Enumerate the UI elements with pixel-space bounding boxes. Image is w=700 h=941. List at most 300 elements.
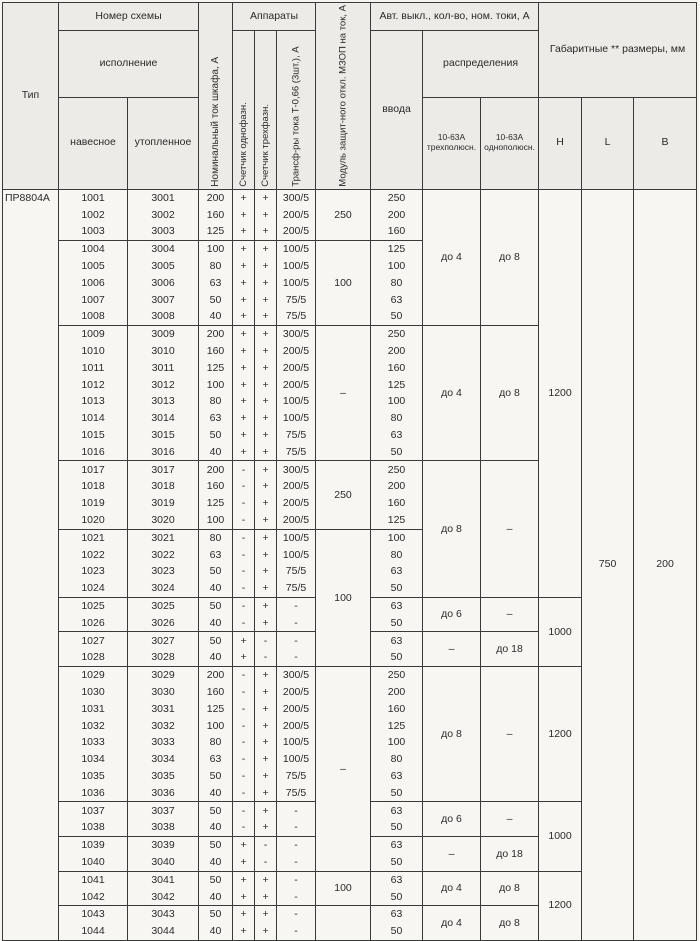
- header-distribution: распределения: [423, 31, 539, 98]
- meter-single-cell: -: [233, 461, 255, 478]
- scheme-wall-cell: 1020: [59, 512, 128, 529]
- input-breaker-cell: 80: [371, 410, 423, 427]
- single-pole-cell: –: [481, 802, 539, 837]
- meter-three-cell: +: [255, 241, 277, 258]
- transformer-cell: -: [277, 854, 316, 871]
- meter-single-cell: -: [233, 615, 255, 632]
- input-breaker-cell: 80: [371, 275, 423, 292]
- scheme-recessed-cell: 3007: [128, 291, 199, 308]
- nominal-current-cell: 40: [199, 580, 233, 597]
- nominal-current-cell: 50: [199, 563, 233, 580]
- transformer-cell: 100/5: [277, 529, 316, 546]
- input-breaker-cell: 50: [371, 615, 423, 632]
- scheme-wall-cell: 1037: [59, 802, 128, 819]
- three-pole-cell: до 8: [423, 461, 481, 597]
- meter-three-cell: +: [255, 768, 277, 785]
- header-nominal-current: Номинальный ток шкафа, А: [199, 3, 233, 190]
- height-cell: 1200: [539, 189, 582, 597]
- transformer-cell: -: [277, 836, 316, 853]
- input-breaker-cell: 200: [371, 684, 423, 701]
- nominal-current-cell: 63: [199, 410, 233, 427]
- scheme-wall-cell: 1033: [59, 734, 128, 751]
- input-breaker-cell: 80: [371, 751, 423, 768]
- scheme-wall-cell: 1026: [59, 615, 128, 632]
- three-pole-cell: до 6: [423, 597, 481, 632]
- nominal-current-cell: 40: [199, 854, 233, 871]
- nominal-current-cell: 200: [199, 461, 233, 478]
- meter-three-cell: +: [255, 478, 277, 495]
- transformer-cell: 75/5: [277, 308, 316, 325]
- input-breaker-cell: 63: [371, 597, 423, 614]
- transformer-cell: 75/5: [277, 444, 316, 461]
- meter-three-cell: +: [255, 785, 277, 802]
- transformer-cell: 200/5: [277, 223, 316, 240]
- single-pole-cell: до 8: [481, 871, 539, 906]
- three-pole-cell: –: [423, 836, 481, 871]
- scheme-wall-cell: 1009: [59, 326, 128, 343]
- input-breaker-cell: 50: [371, 785, 423, 802]
- scheme-wall-cell: 1025: [59, 597, 128, 614]
- nominal-current-cell: 50: [199, 802, 233, 819]
- meter-single-cell: +: [233, 206, 255, 223]
- input-breaker-cell: 125: [371, 717, 423, 734]
- scheme-wall-cell: 1041: [59, 871, 128, 888]
- meter-single-cell: +: [233, 906, 255, 923]
- nominal-current-cell: 50: [199, 427, 233, 444]
- scheme-recessed-cell: 3037: [128, 802, 199, 819]
- module-cell: 250: [316, 461, 371, 529]
- scheme-recessed-cell: 3009: [128, 326, 199, 343]
- meter-three-cell: +: [255, 223, 277, 240]
- transformer-cell: 200/5: [277, 478, 316, 495]
- meter-single-cell: +: [233, 376, 255, 393]
- meter-single-cell: +: [233, 343, 255, 360]
- scheme-recessed-cell: 3020: [128, 512, 199, 529]
- scheme-recessed-cell: 3003: [128, 223, 199, 240]
- height-cell: 1000: [539, 802, 582, 871]
- scheme-wall-cell: 1022: [59, 546, 128, 563]
- nominal-current-cell: 50: [199, 836, 233, 853]
- transformer-cell: -: [277, 802, 316, 819]
- meter-single-cell: -: [233, 495, 255, 512]
- meter-single-cell: +: [233, 836, 255, 853]
- scheme-wall-cell: 1040: [59, 854, 128, 871]
- nominal-current-cell: 63: [199, 546, 233, 563]
- scheme-wall-cell: 1015: [59, 427, 128, 444]
- scheme-recessed-cell: 3008: [128, 308, 199, 325]
- scheme-wall-cell: 1014: [59, 410, 128, 427]
- transformer-cell: 200/5: [277, 684, 316, 701]
- scheme-wall-cell: 1031: [59, 701, 128, 718]
- meter-single-cell: -: [233, 785, 255, 802]
- scheme-wall-cell: 1023: [59, 563, 128, 580]
- nominal-current-cell: 50: [199, 768, 233, 785]
- meter-single-cell: -: [233, 597, 255, 614]
- header-wall: навесное: [59, 97, 128, 189]
- scheme-wall-cell: 1024: [59, 580, 128, 597]
- input-breaker-cell: 100: [371, 258, 423, 275]
- scheme-wall-cell: 1035: [59, 768, 128, 785]
- scheme-recessed-cell: 3015: [128, 427, 199, 444]
- meter-single-cell: +: [233, 444, 255, 461]
- meter-single-cell: -: [233, 529, 255, 546]
- meter-single-cell: -: [233, 701, 255, 718]
- scheme-wall-cell: 1039: [59, 836, 128, 853]
- meter-three-cell: +: [255, 751, 277, 768]
- scheme-wall-cell: 1010: [59, 343, 128, 360]
- scheme-recessed-cell: 3033: [128, 734, 199, 751]
- transformer-cell: 100/5: [277, 275, 316, 292]
- input-breaker-cell: 250: [371, 667, 423, 684]
- input-breaker-cell: 63: [371, 632, 423, 649]
- meter-three-cell: +: [255, 717, 277, 734]
- meter-three-cell: +: [255, 393, 277, 410]
- transformer-cell: 75/5: [277, 563, 316, 580]
- module-cell: 100: [316, 529, 371, 666]
- input-breaker-cell: 250: [371, 461, 423, 478]
- single-pole-cell: –: [481, 597, 539, 632]
- input-breaker-cell: 160: [371, 495, 423, 512]
- transformer-cell: 300/5: [277, 189, 316, 206]
- meter-single-cell: -: [233, 768, 255, 785]
- scheme-wall-cell: 1006: [59, 275, 128, 292]
- scheme-wall-cell: 1030: [59, 684, 128, 701]
- meter-three-cell: +: [255, 734, 277, 751]
- meter-single-cell: +: [233, 326, 255, 343]
- header-scheme-number: Номер схемы: [59, 3, 199, 31]
- meter-three-cell: +: [255, 275, 277, 292]
- single-pole-cell: до 18: [481, 632, 539, 667]
- header-devices: Аппараты: [233, 3, 316, 31]
- meter-single-cell: -: [233, 802, 255, 819]
- scheme-recessed-cell: 3022: [128, 546, 199, 563]
- transformer-cell: 100/5: [277, 734, 316, 751]
- three-pole-cell: –: [423, 632, 481, 667]
- header-l: L: [582, 97, 634, 189]
- scheme-recessed-cell: 3006: [128, 275, 199, 292]
- meter-three-cell: +: [255, 206, 277, 223]
- scheme-recessed-cell: 3042: [128, 888, 199, 905]
- scheme-wall-cell: 1019: [59, 495, 128, 512]
- scheme-wall-cell: 1018: [59, 478, 128, 495]
- input-breaker-cell: 63: [371, 563, 423, 580]
- input-breaker-cell: 125: [371, 241, 423, 258]
- input-breaker-cell: 50: [371, 649, 423, 666]
- module-cell: –: [316, 326, 371, 461]
- meter-single-cell: -: [233, 563, 255, 580]
- module-cell: [316, 906, 371, 941]
- meter-single-cell: -: [233, 546, 255, 563]
- input-breaker-cell: 50: [371, 923, 423, 940]
- nominal-current-cell: 160: [199, 684, 233, 701]
- nominal-current-cell: 63: [199, 751, 233, 768]
- transformer-cell: -: [277, 871, 316, 888]
- single-pole-cell: до 8: [481, 906, 539, 941]
- meter-single-cell: +: [233, 854, 255, 871]
- input-breaker-cell: 63: [371, 802, 423, 819]
- meter-three-cell: +: [255, 615, 277, 632]
- meter-three-cell: +: [255, 326, 277, 343]
- scheme-recessed-cell: 3018: [128, 478, 199, 495]
- scheme-wall-cell: 1003: [59, 223, 128, 240]
- meter-three-cell: +: [255, 819, 277, 836]
- meter-three-cell: +: [255, 410, 277, 427]
- input-breaker-cell: 50: [371, 888, 423, 905]
- scheme-recessed-cell: 3041: [128, 871, 199, 888]
- meter-three-cell: +: [255, 906, 277, 923]
- transformer-cell: 100/5: [277, 393, 316, 410]
- meter-single-cell: +: [233, 923, 255, 940]
- nominal-current-cell: 50: [199, 597, 233, 614]
- scheme-recessed-cell: 3040: [128, 854, 199, 871]
- module-cell: 100: [316, 241, 371, 326]
- input-breaker-cell: 200: [371, 478, 423, 495]
- meter-single-cell: +: [233, 291, 255, 308]
- transformer-cell: 100/5: [277, 546, 316, 563]
- meter-three-cell: +: [255, 871, 277, 888]
- transformer-cell: -: [277, 923, 316, 940]
- transformer-cell: 200/5: [277, 717, 316, 734]
- meter-single-cell: +: [233, 360, 255, 377]
- meter-three-cell: +: [255, 291, 277, 308]
- meter-three-cell: +: [255, 360, 277, 377]
- input-breaker-cell: 160: [371, 360, 423, 377]
- header-meter-single: Счетчик однофазн.: [233, 31, 255, 190]
- header-dimensions: Габаритные ** размеры, мм: [539, 3, 697, 98]
- transformer-cell: 100/5: [277, 258, 316, 275]
- meter-three-cell: -: [255, 854, 277, 871]
- scheme-recessed-cell: 3027: [128, 632, 199, 649]
- nominal-current-cell: 160: [199, 343, 233, 360]
- nominal-current-cell: 80: [199, 734, 233, 751]
- header-h: H: [539, 97, 582, 189]
- meter-three-cell: -: [255, 632, 277, 649]
- input-breaker-cell: 63: [371, 291, 423, 308]
- input-breaker-cell: 250: [371, 189, 423, 206]
- nominal-current-cell: 40: [199, 615, 233, 632]
- nominal-current-cell: 200: [199, 667, 233, 684]
- header-module: Модуль защит-ного откл. МЗОП на ток, А: [316, 3, 371, 190]
- scheme-recessed-cell: 3011: [128, 360, 199, 377]
- scheme-recessed-cell: 3039: [128, 836, 199, 853]
- meter-three-cell: +: [255, 597, 277, 614]
- type-cell: ПР8804А: [3, 189, 59, 940]
- schemes-table: [2, 2, 697, 941]
- height-cell: 1000: [539, 597, 582, 666]
- header-single-pole: 10-63А однополюсн.: [481, 97, 539, 189]
- scheme-recessed-cell: 3005: [128, 258, 199, 275]
- scheme-recessed-cell: 3019: [128, 495, 199, 512]
- meter-three-cell: +: [255, 802, 277, 819]
- scheme-recessed-cell: 3028: [128, 649, 199, 666]
- nominal-current-cell: 200: [199, 189, 233, 206]
- header-three-pole: 10-63А трехполюсн.: [423, 97, 481, 189]
- nominal-current-cell: 160: [199, 206, 233, 223]
- single-pole-cell: до 8: [481, 326, 539, 461]
- scheme-wall-cell: 1012: [59, 376, 128, 393]
- nominal-current-cell: 80: [199, 393, 233, 410]
- transformer-cell: 200/5: [277, 512, 316, 529]
- single-pole-cell: до 8: [481, 189, 539, 325]
- meter-three-cell: +: [255, 667, 277, 684]
- input-breaker-cell: 200: [371, 206, 423, 223]
- meter-single-cell: -: [233, 512, 255, 529]
- scheme-wall-cell: 1017: [59, 461, 128, 478]
- scheme-wall-cell: 1028: [59, 649, 128, 666]
- meter-single-cell: +: [233, 632, 255, 649]
- scheme-recessed-cell: 3029: [128, 667, 199, 684]
- nominal-current-cell: 40: [199, 308, 233, 325]
- transformer-cell: 300/5: [277, 461, 316, 478]
- nominal-current-cell: 100: [199, 717, 233, 734]
- transformer-cell: 100/5: [277, 751, 316, 768]
- input-breaker-cell: 100: [371, 734, 423, 751]
- meter-single-cell: +: [233, 223, 255, 240]
- meter-single-cell: +: [233, 410, 255, 427]
- meter-single-cell: +: [233, 427, 255, 444]
- meter-three-cell: +: [255, 701, 277, 718]
- header-variant: исполнение: [59, 31, 199, 98]
- scheme-wall-cell: 1021: [59, 529, 128, 546]
- header-recessed: утопленное: [128, 97, 199, 189]
- transformer-cell: 200/5: [277, 376, 316, 393]
- meter-single-cell: -: [233, 478, 255, 495]
- header-meter-three: Счетчик трехфазн.: [255, 31, 277, 190]
- transformer-cell: -: [277, 615, 316, 632]
- nominal-current-cell: 160: [199, 478, 233, 495]
- scheme-wall-cell: 1013: [59, 393, 128, 410]
- nominal-current-cell: 100: [199, 512, 233, 529]
- input-breaker-cell: 160: [371, 701, 423, 718]
- transformer-cell: 100/5: [277, 410, 316, 427]
- scheme-recessed-cell: 3035: [128, 768, 199, 785]
- three-pole-cell: до 8: [423, 667, 481, 802]
- input-breaker-cell: 50: [371, 819, 423, 836]
- meter-single-cell: -: [233, 751, 255, 768]
- meter-single-cell: +: [233, 649, 255, 666]
- nominal-current-cell: 125: [199, 701, 233, 718]
- nominal-current-cell: 40: [199, 819, 233, 836]
- scheme-wall-cell: 1029: [59, 667, 128, 684]
- nominal-current-cell: 40: [199, 888, 233, 905]
- meter-single-cell: -: [233, 667, 255, 684]
- input-breaker-cell: 100: [371, 393, 423, 410]
- scheme-wall-cell: 1005: [59, 258, 128, 275]
- nominal-current-cell: 125: [199, 495, 233, 512]
- transformer-cell: 200/5: [277, 701, 316, 718]
- scheme-wall-cell: 1002: [59, 206, 128, 223]
- meter-single-cell: -: [233, 580, 255, 597]
- depth-cell: 200: [634, 189, 697, 940]
- meter-single-cell: -: [233, 734, 255, 751]
- scheme-recessed-cell: 3001: [128, 189, 199, 206]
- three-pole-cell: до 6: [423, 802, 481, 837]
- meter-three-cell: +: [255, 444, 277, 461]
- three-pole-cell: до 4: [423, 906, 481, 941]
- nominal-current-cell: 50: [199, 871, 233, 888]
- header-b: B: [634, 97, 697, 189]
- transformer-cell: 75/5: [277, 785, 316, 802]
- input-breaker-cell: 100: [371, 529, 423, 546]
- meter-single-cell: +: [233, 871, 255, 888]
- meter-single-cell: -: [233, 684, 255, 701]
- transformer-cell: 200/5: [277, 495, 316, 512]
- nominal-current-cell: 100: [199, 376, 233, 393]
- nominal-current-cell: 80: [199, 529, 233, 546]
- transformer-cell: 200/5: [277, 343, 316, 360]
- nominal-current-cell: 50: [199, 632, 233, 649]
- nominal-current-cell: 80: [199, 258, 233, 275]
- meter-three-cell: +: [255, 308, 277, 325]
- meter-single-cell: +: [233, 189, 255, 206]
- meter-three-cell: +: [255, 923, 277, 940]
- table-row: [3, 189, 697, 206]
- transformer-cell: 75/5: [277, 580, 316, 597]
- scheme-wall-cell: 1001: [59, 189, 128, 206]
- scheme-wall-cell: 1032: [59, 717, 128, 734]
- input-breaker-cell: 63: [371, 427, 423, 444]
- meter-three-cell: -: [255, 649, 277, 666]
- scheme-wall-cell: 1034: [59, 751, 128, 768]
- scheme-recessed-cell: 3010: [128, 343, 199, 360]
- meter-single-cell: +: [233, 258, 255, 275]
- transformer-cell: -: [277, 888, 316, 905]
- transformer-cell: 200/5: [277, 206, 316, 223]
- scheme-wall-cell: 1004: [59, 241, 128, 258]
- meter-single-cell: +: [233, 393, 255, 410]
- meter-single-cell: +: [233, 275, 255, 292]
- nominal-current-cell: 40: [199, 785, 233, 802]
- scheme-recessed-cell: 3014: [128, 410, 199, 427]
- scheme-wall-cell: 1038: [59, 819, 128, 836]
- scheme-recessed-cell: 3034: [128, 751, 199, 768]
- input-breaker-cell: 125: [371, 376, 423, 393]
- single-pole-cell: –: [481, 461, 539, 597]
- scheme-recessed-cell: 3013: [128, 393, 199, 410]
- transformer-cell: 100/5: [277, 241, 316, 258]
- input-breaker-cell: 250: [371, 326, 423, 343]
- nominal-current-cell: 40: [199, 444, 233, 461]
- scheme-wall-cell: 1016: [59, 444, 128, 461]
- nominal-current-cell: 40: [199, 649, 233, 666]
- meter-three-cell: +: [255, 343, 277, 360]
- meter-single-cell: +: [233, 308, 255, 325]
- meter-single-cell: +: [233, 241, 255, 258]
- three-pole-cell: до 4: [423, 189, 481, 325]
- input-breaker-cell: 200: [371, 343, 423, 360]
- module-cell: 250: [316, 189, 371, 240]
- scheme-recessed-cell: 3024: [128, 580, 199, 597]
- input-breaker-cell: 80: [371, 546, 423, 563]
- scheme-wall-cell: 1044: [59, 923, 128, 940]
- scheme-wall-cell: 1008: [59, 308, 128, 325]
- transformer-cell: -: [277, 597, 316, 614]
- input-breaker-cell: 50: [371, 308, 423, 325]
- nominal-current-cell: 125: [199, 223, 233, 240]
- input-breaker-cell: 63: [371, 906, 423, 923]
- nominal-current-cell: 50: [199, 291, 233, 308]
- nominal-current-cell: 50: [199, 906, 233, 923]
- scheme-recessed-cell: 3023: [128, 563, 199, 580]
- scheme-recessed-cell: 3032: [128, 717, 199, 734]
- meter-three-cell: -: [255, 836, 277, 853]
- scheme-recessed-cell: 3043: [128, 906, 199, 923]
- transformer-cell: 75/5: [277, 768, 316, 785]
- module-cell: 100: [316, 871, 371, 906]
- meter-three-cell: +: [255, 546, 277, 563]
- header-type: Тип: [3, 3, 59, 190]
- nominal-current-cell: 125: [199, 360, 233, 377]
